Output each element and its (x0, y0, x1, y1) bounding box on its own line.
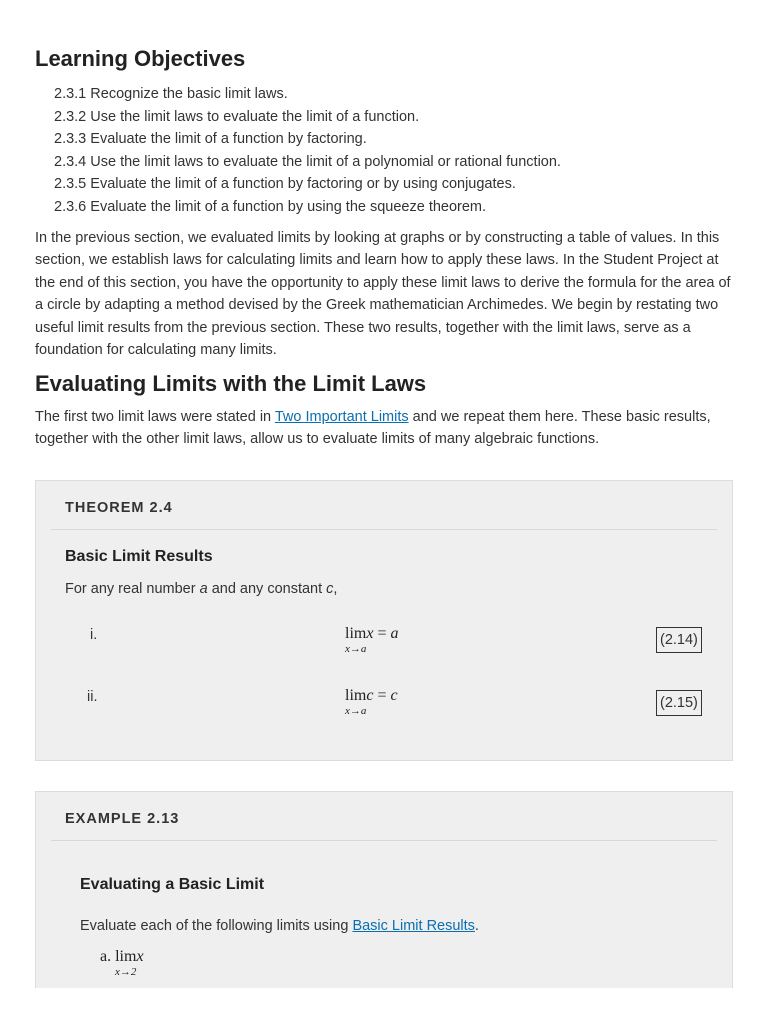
lim-argument: c (366, 687, 374, 704)
lim-operator: lim (345, 625, 367, 642)
theorem-var-a: a (199, 581, 208, 597)
example-text-suffix: . (474, 918, 479, 934)
equation-number: (2.14) (656, 627, 702, 653)
theorem-item-numeral: ii. (87, 689, 98, 705)
section-text-before-link: The first two limit laws were stated in (35, 409, 275, 425)
theorem-statement (65, 581, 337, 597)
example-divider (51, 840, 717, 841)
example-box (35, 791, 733, 988)
theorem-text-mid: and any constant (207, 581, 327, 597)
lim-result: a (390, 625, 399, 642)
lim-subscript: x→a (345, 705, 367, 717)
lim-operator: lim (345, 687, 367, 704)
lim-subscript: x→2 (115, 966, 137, 978)
example-label: EXAMPLE 2.13 (65, 811, 180, 827)
theorem-label: THEOREM 2.4 (65, 500, 173, 516)
example-text-prefix: Evaluate each of the following limits using (80, 918, 353, 934)
objectives-list (54, 83, 561, 218)
example-part-a (100, 948, 144, 978)
example-heading: Evaluating a Basic Limit (80, 876, 265, 893)
theorem-heading: Basic Limit Results (65, 548, 213, 565)
theorem-box (35, 480, 733, 761)
equals-sign: = (373, 625, 391, 642)
theorem-formula (345, 687, 398, 717)
objective-item: 2.3.3 Evaluate the limit of a function by factoring. (54, 131, 367, 147)
objective-item: 2.3.1 Recognize the basic limit laws. (54, 86, 288, 102)
theorem-item-numeral: i. (90, 627, 98, 643)
objective-item: 2.3.2 Use the limit laws to evaluate the limit of a function. (54, 108, 420, 125)
lim-subscript: x→a (345, 643, 367, 655)
objective-item: 2.3.4 Use the limit laws to evaluate the limit of a polynomial or rational function. (54, 153, 561, 170)
section-text-after-link: and we repeat them here. These basic results, together with the other limit laws, allow us to evaluate limits of many algebraic functions. (35, 409, 711, 448)
learning-objectives-title: Learning Objectives (35, 46, 246, 71)
section-title: Evaluating Limits with the Limit Laws (35, 371, 427, 396)
theorem-divider (51, 529, 717, 530)
basic-limit-results-link[interactable]: Basic Limit Results (352, 918, 475, 934)
intro-paragraph: In the previous section, we evaluated limits by looking at graphs or by constructing a table of values. In this section, we establish laws for calculating limits and learn how to apply these laws. In the Student Project at the end of this section, you have the opportunity to apply these limit laws to derive the formula for the area of a circle by adapting a method devised by the Greek mathematician Archimedes. We begin by restating two useful limit results from the previous section. These two results, together with the limit laws, serve as a foundation for calculating many limits. (35, 230, 731, 359)
section-paragraph (35, 406, 735, 451)
lim-operator: lim (115, 948, 137, 965)
lim-result: c (390, 687, 398, 704)
objective-item: 2.3.6 Evaluate the limit of a function by using the squeeze theorem. (54, 198, 487, 215)
theorem-formula (345, 625, 399, 655)
lim-argument: x (136, 948, 144, 965)
equation-number: (2.15) (656, 690, 702, 716)
example-statement (80, 918, 479, 934)
theorem-text-prefix: For any real number (65, 581, 200, 597)
part-a-label: a. (100, 948, 116, 965)
equals-sign: = (373, 687, 391, 704)
theorem-var-c: c (326, 581, 334, 597)
two-important-limits-link[interactable]: Two Important Limits (274, 409, 409, 425)
theorem-text-suffix: , (333, 581, 338, 597)
objective-item: 2.3.5 Evaluate the limit of a function by factoring or by using conjugates. (54, 176, 516, 192)
lim-argument: x (366, 625, 374, 642)
